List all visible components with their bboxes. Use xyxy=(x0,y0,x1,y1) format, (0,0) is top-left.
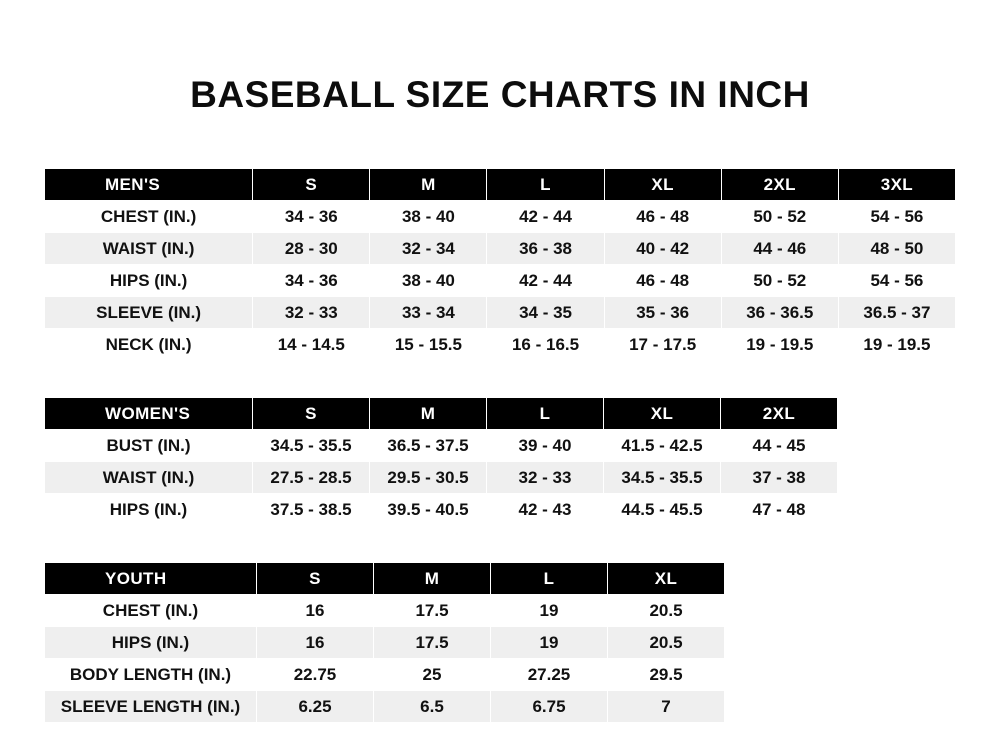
row-label: CHEST (IN.) xyxy=(45,595,257,627)
row-label: CHEST (IN.) xyxy=(45,201,253,233)
cell-value: 25 xyxy=(374,659,491,691)
table-row xyxy=(45,297,956,329)
cell-value: 17.5 xyxy=(374,627,491,659)
table-row xyxy=(45,494,838,526)
cell-value: 38 - 40 xyxy=(370,265,487,297)
row-label: HIPS (IN.) xyxy=(45,494,253,526)
cell-value: 38 - 40 xyxy=(370,201,487,233)
mens-header-m: M xyxy=(370,169,487,201)
cell-value: 35 - 36 xyxy=(604,297,721,329)
womens-header-s: S xyxy=(253,398,370,430)
cell-value: 29.5 xyxy=(608,659,725,691)
youth-table-body xyxy=(45,595,725,723)
cell-value: 19 - 19.5 xyxy=(838,329,955,361)
youth-header-xl: XL xyxy=(608,563,725,595)
cell-value: 41.5 - 42.5 xyxy=(604,430,721,462)
cell-value: 27.25 xyxy=(491,659,608,691)
youth-header-m: M xyxy=(374,563,491,595)
cell-value: 6.5 xyxy=(374,691,491,723)
cell-value: 50 - 52 xyxy=(721,201,838,233)
youth-table-head xyxy=(45,563,725,595)
cell-value: 40 - 42 xyxy=(604,233,721,265)
table-row xyxy=(45,201,956,233)
cell-value: 50 - 52 xyxy=(721,265,838,297)
page-title: BASEBALL SIZE CHARTS IN INCH xyxy=(190,74,810,115)
row-label: BODY LENGTH (IN.) xyxy=(45,659,257,691)
cell-value: 47 - 48 xyxy=(721,494,838,526)
cell-value: 27.5 - 28.5 xyxy=(253,462,370,494)
cell-value: 6.75 xyxy=(491,691,608,723)
cell-value: 6.25 xyxy=(257,691,374,723)
cell-value: 34 - 36 xyxy=(253,201,370,233)
womens-header-xl: XL xyxy=(604,398,721,430)
cell-value: 22.75 xyxy=(257,659,374,691)
mens-table-body xyxy=(45,201,956,361)
cell-value: 32 - 34 xyxy=(370,233,487,265)
cell-value: 37 - 38 xyxy=(721,462,838,494)
cell-value: 34 - 36 xyxy=(253,265,370,297)
cell-value: 28 - 30 xyxy=(253,233,370,265)
cell-value: 14 - 14.5 xyxy=(253,329,370,361)
mens-header-s: S xyxy=(253,169,370,201)
row-label: NECK (IN.) xyxy=(45,329,253,361)
table-header-row xyxy=(45,398,838,430)
cell-value: 48 - 50 xyxy=(838,233,955,265)
cell-value: 34.5 - 35.5 xyxy=(604,462,721,494)
womens-header-m: M xyxy=(370,398,487,430)
mens-header-category: MEN'S xyxy=(45,169,253,201)
table-row xyxy=(45,329,956,361)
cell-value: 44 - 45 xyxy=(721,430,838,462)
table-spacer xyxy=(44,526,956,562)
table-row xyxy=(45,265,956,297)
youth-size-table xyxy=(44,562,725,723)
row-label: WAIST (IN.) xyxy=(45,233,253,265)
cell-value: 34.5 - 35.5 xyxy=(253,430,370,462)
womens-size-table xyxy=(44,397,838,526)
cell-value: 19 - 19.5 xyxy=(721,329,838,361)
cell-value: 20.5 xyxy=(608,627,725,659)
row-label: BUST (IN.) xyxy=(45,430,253,462)
youth-header-s: S xyxy=(257,563,374,595)
cell-value: 33 - 34 xyxy=(370,297,487,329)
cell-value: 19 xyxy=(491,627,608,659)
cell-value: 16 xyxy=(257,595,374,627)
table-row xyxy=(45,430,838,462)
table-row xyxy=(45,595,725,627)
table-header-row xyxy=(45,563,725,595)
cell-value: 19 xyxy=(491,595,608,627)
row-label: HIPS (IN.) xyxy=(45,265,253,297)
cell-value: 42 - 44 xyxy=(487,265,604,297)
cell-value: 37.5 - 38.5 xyxy=(253,494,370,526)
cell-value: 16 xyxy=(257,627,374,659)
cell-value: 36.5 - 37.5 xyxy=(370,430,487,462)
cell-value: 36 - 38 xyxy=(487,233,604,265)
cell-value: 34 - 35 xyxy=(487,297,604,329)
womens-header-l: L xyxy=(487,398,604,430)
size-tables-container xyxy=(0,168,1000,723)
womens-table-body xyxy=(45,430,838,526)
cell-value: 42 - 43 xyxy=(487,494,604,526)
row-label: SLEEVE (IN.) xyxy=(45,297,253,329)
mens-header-xl: XL xyxy=(604,169,721,201)
cell-value: 54 - 56 xyxy=(838,201,955,233)
cell-value: 39.5 - 40.5 xyxy=(370,494,487,526)
cell-value: 20.5 xyxy=(608,595,725,627)
youth-header-category: YOUTH xyxy=(45,563,257,595)
cell-value: 36 - 36.5 xyxy=(721,297,838,329)
womens-header-2xl: 2XL xyxy=(721,398,838,430)
table-row xyxy=(45,233,956,265)
cell-value: 44.5 - 45.5 xyxy=(604,494,721,526)
table-row xyxy=(45,659,725,691)
table-header-row xyxy=(45,169,956,201)
cell-value: 46 - 48 xyxy=(604,201,721,233)
womens-header-category: WOMEN'S xyxy=(45,398,253,430)
row-label: SLEEVE LENGTH (IN.) xyxy=(45,691,257,723)
cell-value: 39 - 40 xyxy=(487,430,604,462)
row-label: HIPS (IN.) xyxy=(45,627,257,659)
cell-value: 29.5 - 30.5 xyxy=(370,462,487,494)
cell-value: 36.5 - 37 xyxy=(838,297,955,329)
cell-value: 54 - 56 xyxy=(838,265,955,297)
mens-header-3xl: 3XL xyxy=(838,169,955,201)
cell-value: 32 - 33 xyxy=(253,297,370,329)
cell-value: 16 - 16.5 xyxy=(487,329,604,361)
table-row xyxy=(45,627,725,659)
mens-header-2xl: 2XL xyxy=(721,169,838,201)
cell-value: 7 xyxy=(608,691,725,723)
cell-value: 17.5 xyxy=(374,595,491,627)
mens-size-table xyxy=(44,168,956,361)
cell-value: 44 - 46 xyxy=(721,233,838,265)
table-row xyxy=(45,462,838,494)
cell-value: 42 - 44 xyxy=(487,201,604,233)
womens-table-head xyxy=(45,398,838,430)
table-spacer xyxy=(44,361,956,397)
row-label: WAIST (IN.) xyxy=(45,462,253,494)
mens-table-head xyxy=(45,169,956,201)
youth-header-l: L xyxy=(491,563,608,595)
cell-value: 32 - 33 xyxy=(487,462,604,494)
cell-value: 46 - 48 xyxy=(604,265,721,297)
table-row xyxy=(45,691,725,723)
cell-value: 15 - 15.5 xyxy=(370,329,487,361)
mens-header-l: L xyxy=(487,169,604,201)
cell-value: 17 - 17.5 xyxy=(604,329,721,361)
